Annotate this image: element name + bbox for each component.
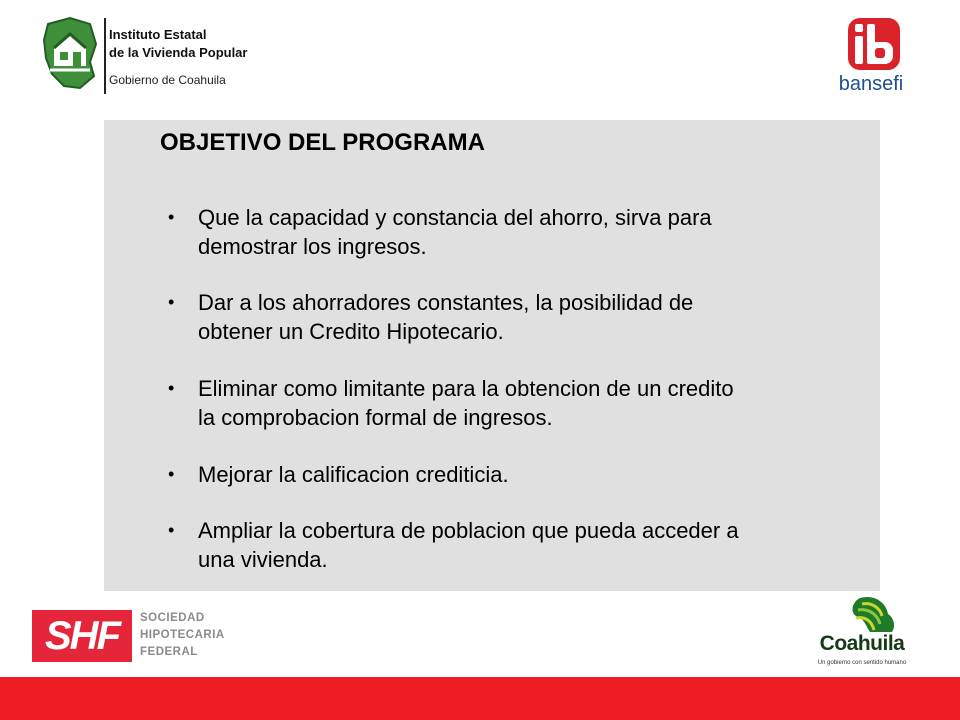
bullet-icon: • (168, 292, 175, 312)
shf-logo-mark: SHF (45, 614, 119, 658)
shf-name-line1: SOCIEDAD (140, 612, 205, 624)
bullet-icon: • (168, 378, 175, 398)
bullet-text-line2: una vivienda. (198, 547, 328, 572)
bullet-icon: • (168, 207, 175, 227)
bullet-text-line1: Dar a los ahorradores constantes, la posibilidad de (198, 290, 694, 315)
shf-name-line2: HIPOTECARIA (140, 629, 225, 641)
objective-bullet (160, 460, 860, 489)
coahuila-wordmark: Coahuila (819, 632, 905, 655)
bullet-text-line1: Eliminar como limitante para la obtencion de un credito (198, 376, 734, 401)
coahuila-tagline: Un gobierno con sentido humano (817, 660, 907, 666)
objective-bullet (160, 374, 860, 432)
shf-name-line3: FEDERAL (140, 646, 198, 658)
institute-name-line1: Instituto Estatal (109, 27, 207, 42)
bullet-text-line2: obtener un Credito Hipotecario. (198, 319, 504, 344)
shf-name (140, 610, 225, 661)
bansefi-logo (826, 18, 916, 98)
bullet-text-line1: Ampliar la cobertura de poblacion que pueda acceder a (198, 518, 739, 543)
bullet-text-line1: Que la capacidad y constancia del ahorro, sirva para (198, 205, 712, 230)
bansefi-wordmark: bansefi (838, 73, 904, 95)
institute-name-line2: de la Vivienda Popular (109, 45, 248, 60)
institute-name (109, 26, 247, 62)
bullet-text-line1: Mejorar la calificacion crediticia. (198, 462, 509, 487)
header-divider (104, 18, 106, 94)
program-objective-title: OBJETIVO DEL PROGRAMA (160, 129, 485, 156)
government-label: Gobierno de Coahuila (109, 73, 226, 87)
bullet-icon: • (168, 464, 175, 484)
bullet-text-line2: demostrar los ingresos. (198, 234, 427, 259)
bullet-icon: • (168, 520, 175, 540)
iev-state-map-logo (40, 14, 100, 94)
objective-bullet (160, 203, 860, 261)
objective-bullet (160, 288, 860, 346)
objective-bullet (160, 516, 860, 574)
bullet-text-line2: la comprobacion formal de ingresos. (198, 405, 553, 430)
footer-red-band (0, 677, 960, 720)
